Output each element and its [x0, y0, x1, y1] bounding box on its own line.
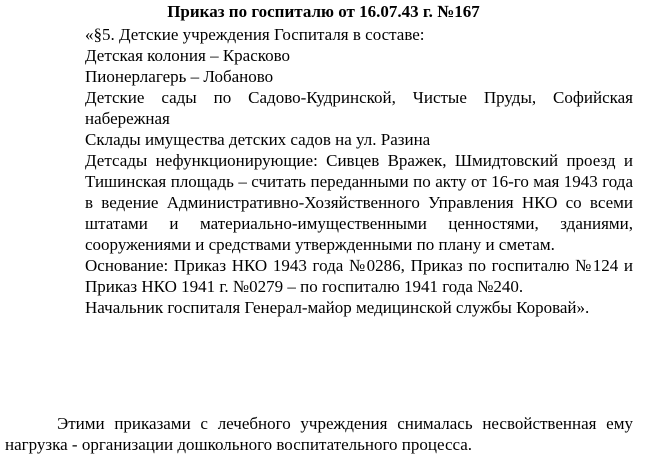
order-quote-block	[85, 24, 633, 318]
order-paragraph: Начальник госпиталя Генерал-майор медицинской службы Коровай».	[85, 298, 590, 317]
order-title: Приказ по госпиталю от 16.07.43 г. №167	[167, 2, 480, 21]
order-paragraph: Склады имущества детских садов на ул. Разина	[85, 130, 431, 149]
order-paragraph: «§5. Детские учреждения Госпиталя в составе:	[85, 25, 425, 44]
closing-text-block	[5, 413, 633, 455]
order-paragraph: Основание: Приказ НКО 1943 года №0286, Приказ по госпиталю №124 и Приказ НКО 1941 г. №0279 – по госпиталю 1941 года №240.	[85, 256, 633, 296]
order-paragraph: Детская колония – Красково	[85, 46, 291, 65]
order-paragraph: Пионерлагерь – Лобаново	[85, 67, 274, 86]
order-paragraph: Детсады нефункционирующие: Сивцев Вражек, Шмидтовский проезд и Тишинская площадь – считать переданными по акту от 16-го мая 1943 года в ведение Административно-Хозяйственного Управления НКО со всеми штатами и материально-имущественными ценностями, зданиями, сооружениями и средствами утвержденными по плану и сметам.	[85, 151, 633, 254]
order-paragraph: Детские сады по Садово-Кудринской, Чистые Пруды, Софийская набережная	[85, 88, 633, 128]
closing-paragraph: Этими приказами с лечебного учреждения снималась несвойственная ему нагрузка - организации дошкольного воспитательного процесса.	[5, 414, 633, 454]
